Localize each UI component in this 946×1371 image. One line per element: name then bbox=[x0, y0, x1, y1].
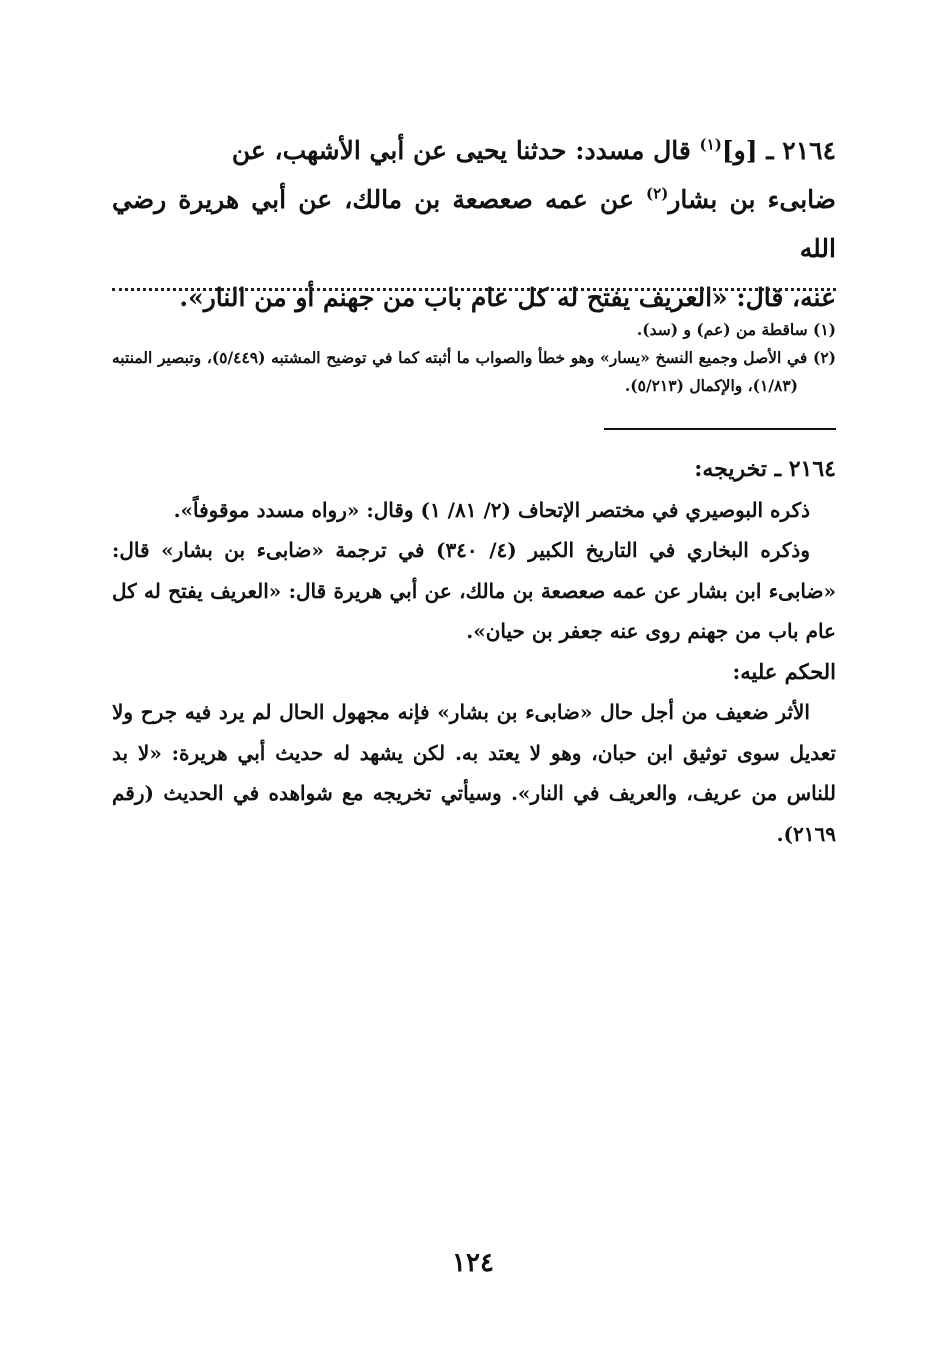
footnote-ref-1[interactable]: (١) bbox=[699, 135, 722, 154]
footnote-separator bbox=[112, 288, 836, 295]
footnote-1: (١) ساقطة من (عم) و (سد). bbox=[636, 320, 836, 339]
footnote-ref-2[interactable]: (٢) bbox=[646, 184, 669, 203]
footnotes bbox=[112, 316, 836, 400]
page-number: ١٢٤ bbox=[452, 1248, 494, 1278]
takhrij-paragraph-2: وذكره البخاري في التاريخ الكبير (٤/ ٣٤٠) في ترجمة «ضابىء بن بشار» قال: «ضابىء ابن بشار عن عمه صعصعة بن مالك، عن أبي هريرة قال: «العريف يفتح له كل عام باب من جهنم روى عنه جعفر بن حيان». bbox=[112, 538, 836, 643]
hadith-line-2 bbox=[112, 175, 836, 273]
hadith-line-2-text: عن عمه صعصعة بن مالك، عن أبي هريرة رضي الله bbox=[112, 185, 836, 263]
hadith-line-3: عنه، قال: «العريف يفتح له كل عام باب من جهنم أو من النار». bbox=[179, 283, 836, 312]
ruling-heading: الحكم عليه: bbox=[732, 658, 836, 684]
takhrij-heading: ٢١٦٤ ـ تخريجه: bbox=[694, 456, 836, 482]
ruling-paragraph: الأثر ضعيف من أجل حال «ضابىء بن بشار» فإنه مجهول الحال لم يرد فيه جرح ولا تعديل سوى توثيق ابن حبان، وهو لا يعتد به. لكن يشهد له حديث أبي هريرة: «لا بد للناس من عريف، والعريف في النار». وسيأتي تخريجه مع شواهده في الحديث (رقم ٢١٦٩). bbox=[112, 700, 836, 846]
hadith-line-1 bbox=[112, 126, 836, 175]
narrator-name: ضابىء بن بشار bbox=[668, 185, 836, 214]
footnote-2: (٢) في الأصل وجميع النسخ «يسار» وهو خطأ والصواب ما أثبته كما في توضيح المشتبه (٥/٤٤٩)، وتبصير المنتبه (١/٨٣)، والإكمال (٥/٢١٣). bbox=[112, 348, 836, 395]
hadith-number: ٢١٦٤ ـ [و] bbox=[721, 136, 836, 165]
takhrij-section bbox=[112, 449, 836, 854]
section-rule bbox=[604, 428, 836, 430]
hadith-line-1-text: قال مسدد: حدثنا يحيى عن أبي الأشهب، عن bbox=[231, 136, 700, 165]
takhrij-paragraph-1: ذكره البوصيري في مختصر الإتحاف (٢/ ٨١/ ١) وقال: «رواه مسدد موقوفاً». bbox=[173, 497, 810, 522]
